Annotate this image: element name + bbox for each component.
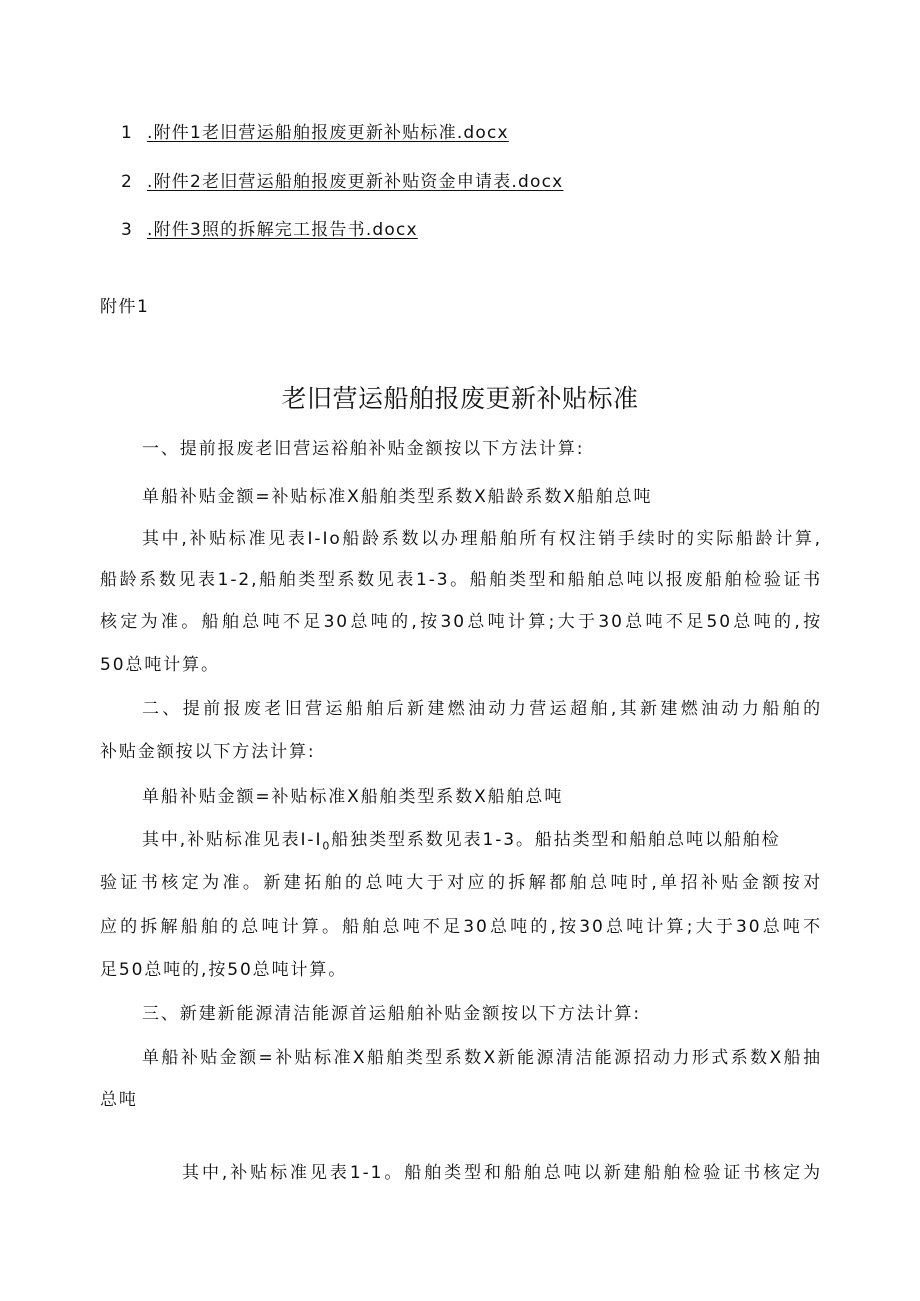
section-2-heading-line-2: 补贴金额按以下方法计算:	[100, 742, 316, 762]
section-1-detail-line-2: 船龄系数见表1-2,船舶类型系数见表1-3。船舶类型和船舶总吨以报废船舶检验证书	[100, 570, 822, 590]
section-2-detail-text-a: 其中,补贴标准见表I-I	[142, 830, 323, 850]
attachment-link[interactable]: .附件3照的拆解完工报告书.docx	[147, 220, 418, 240]
section-1-detail-line-1: 其中,补贴标准见表I-Io船龄系数以办理船舶所有权注销手续时的实际船龄计算,	[142, 529, 822, 549]
section-3-heading: 三、新建新能源清洁能源首运船舶补贴金额按以下方法计算:	[142, 1004, 642, 1024]
section-2-detail-line-3: 应的拆解船舶的总吨计算。船舶总吨不足30总吨的,按30总吨计算;大于30总吨不	[100, 917, 822, 937]
section-2-detail-line-2: 验证书核定为准。新建拓舶的总吨大于对应的拆解都舶总吨时,单招补贴金额按对	[100, 873, 822, 893]
attachment-item-1[interactable]	[121, 121, 509, 145]
attachment-link[interactable]: .附件2老旧营运船舶报废更新补贴资金申请表.docx	[147, 172, 564, 192]
section-2-detail-line-1	[142, 828, 822, 858]
section-2-heading-line-1: 二、提前报废老旧营运船舶后新建燃油动力营运超舶,其新建燃油动力船舶的	[142, 699, 822, 719]
attachment-number: 1	[121, 123, 134, 143]
section-3-formula-line-1: 单船补贴金额=补贴标准X船舶类型系数X新能源清洁能源招动力形式系数X船抽	[142, 1048, 822, 1068]
section-1-heading: 一、提前报废老旧营运裕舶补贴金额按以下方法计算:	[142, 439, 585, 459]
section-1-detail-line-4: 50总吨计算。	[100, 655, 220, 675]
section-1-formula: 单船补贴金额=补贴标准X船舶类型系数X船龄系数X船舶总吨	[142, 487, 653, 507]
attachment-label: 附件1	[100, 297, 150, 317]
section-3-formula-line-2: 总吨	[100, 1090, 138, 1110]
section-2-detail-subscript: 0	[322, 839, 332, 853]
attachment-number: 3	[121, 220, 134, 240]
section-3-detail-line-1: 其中,补贴标准见表1-1。船舶类型和船舶总吨以新建船舶检验证书核定为	[182, 1163, 822, 1183]
attachment-item-2[interactable]	[121, 170, 563, 194]
attachment-number: 2	[121, 172, 134, 192]
section-2-detail-text-b: 船独类型系数见表1-3。船拈类型和船舶总吨以船舶检	[331, 830, 781, 850]
section-2-detail-line-4: 足50总吨的,按50总吨计算。	[100, 960, 348, 980]
section-1-detail-line-3: 核定为准。船舶总吨不足30总吨的,按30总吨计算;大于30总吨不足50总吨的,按	[100, 612, 822, 632]
section-2-formula: 单船补贴金额=补贴标准X船舶类型系数X船舶总吨	[142, 787, 564, 807]
attachment-link[interactable]: .附件1老旧营运船舶报废更新补贴标准.docx	[147, 123, 509, 143]
attachment-item-3[interactable]	[121, 218, 418, 242]
document-title: 老旧营运船舶报废更新补贴标准	[281, 384, 639, 413]
